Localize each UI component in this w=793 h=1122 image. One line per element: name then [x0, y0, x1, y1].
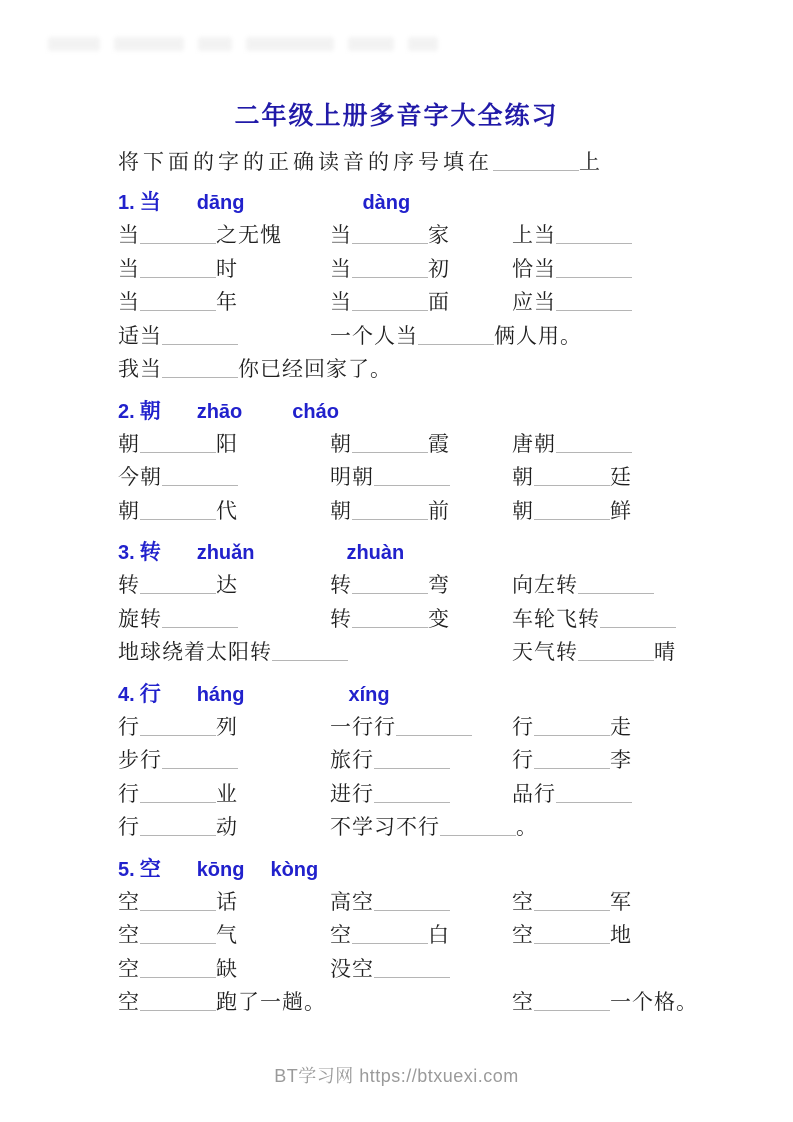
phrase-text: 俩人用。 — [494, 323, 582, 348]
exercise-cell — [512, 428, 675, 458]
exercise-row — [118, 636, 675, 670]
phrase-text: 应当 — [512, 290, 556, 314]
phrase-text: 当 — [330, 290, 352, 314]
exercise-row — [118, 286, 675, 320]
answer-blank — [534, 895, 610, 911]
section-char: 朝 — [139, 399, 161, 423]
phrase-text: 行 — [512, 714, 534, 739]
exercise-row — [118, 744, 675, 778]
exercise-cell — [512, 286, 675, 316]
answer-blank — [162, 470, 238, 486]
phrase-text: 空 — [118, 956, 140, 981]
phrase-text: 步行 — [118, 748, 162, 772]
phrase-text: 空 — [118, 889, 140, 914]
phrase-text: 朝 — [118, 431, 140, 456]
exercise-cell — [512, 919, 675, 949]
phrase-text: 朝 — [118, 498, 140, 523]
pinyin-reading-2: dàng — [362, 192, 411, 214]
exercise-cell — [330, 219, 512, 249]
exercise-cell — [512, 461, 675, 491]
phrase-text: 转 — [330, 606, 352, 631]
exercise-cell — [118, 286, 330, 316]
pinyin-reading-2: zhuàn — [346, 542, 405, 564]
answer-blank — [374, 470, 450, 486]
exercise-cell — [512, 986, 698, 1016]
exercise-row — [118, 778, 675, 812]
phrase-text: 空 — [512, 889, 534, 914]
phrase-text: 鲜 — [610, 498, 632, 523]
phrase-text: 白 — [428, 923, 450, 947]
faint-watermark — [48, 30, 448, 58]
phrase-text: 进行 — [330, 781, 374, 806]
exercise-cell — [330, 711, 512, 741]
phrase-text: 行 — [512, 748, 534, 772]
phrase-text: 朝 — [512, 465, 534, 489]
section-空 — [118, 853, 698, 1020]
answer-blank — [140, 578, 216, 594]
answer-blank — [140, 820, 216, 836]
answer-blank — [162, 362, 238, 378]
phrase-text: 唐朝 — [512, 431, 556, 456]
exercise-row — [118, 320, 675, 354]
answer-blank — [272, 645, 348, 661]
exercise-cell — [118, 953, 330, 983]
exercise-row — [118, 253, 675, 287]
exercise-row — [118, 711, 675, 745]
exercise-cell — [330, 569, 512, 599]
phrase-text: 变 — [428, 606, 450, 631]
exercise-cell — [118, 219, 330, 249]
phrase-text: 面 — [428, 290, 450, 314]
exercise-cell — [512, 495, 675, 525]
exercise-cell — [118, 603, 330, 633]
phrase-text: 不学习不行 — [330, 815, 440, 839]
answer-blank — [140, 295, 216, 311]
answer-blank — [556, 437, 632, 453]
phrase-text: 车轮飞转 — [512, 606, 600, 631]
exercise-cell — [330, 811, 675, 841]
phrase-text: 走 — [610, 714, 632, 739]
section-header — [118, 186, 675, 214]
section-当 — [118, 186, 675, 387]
exercise-cell — [118, 569, 330, 599]
answer-blank — [440, 820, 516, 836]
phrase-text: 晴 — [654, 640, 676, 664]
exercise-cell — [512, 636, 676, 666]
exercise-cell — [512, 711, 675, 741]
answer-blank — [534, 928, 610, 944]
pinyin-reading-2: cháo — [292, 400, 339, 423]
exercise-cell — [118, 495, 330, 525]
exercise-cell — [330, 461, 512, 491]
answer-blank — [534, 504, 610, 520]
phrase-text: 你已经回家了。 — [238, 357, 392, 381]
phrase-text: 弯 — [428, 573, 450, 597]
exercise-cell — [118, 461, 330, 491]
answer-blank — [352, 578, 428, 594]
instruction-prefix: 将下面的字的正确读音的序号填在 — [118, 150, 493, 174]
exercise-cell — [512, 886, 675, 916]
answer-blank — [534, 470, 610, 486]
pinyin-reading-2: kòng — [270, 858, 319, 881]
section-header — [118, 536, 675, 564]
answer-blank — [140, 720, 216, 736]
phrase-text: 当 — [330, 256, 352, 281]
answer-blank — [140, 228, 216, 244]
answer-blank — [534, 720, 610, 736]
exercise-cell — [118, 811, 330, 841]
section-转 — [118, 536, 675, 670]
phrase-text: 一行行 — [330, 714, 396, 739]
exercise-row — [118, 886, 675, 920]
exercise-cell — [118, 919, 330, 949]
answer-blank — [140, 437, 216, 453]
phrase-text: 当 — [118, 256, 140, 281]
answer-blank — [374, 787, 450, 803]
exercise-cell — [512, 253, 675, 283]
answer-blank — [578, 578, 654, 594]
section-header — [118, 678, 675, 706]
answer-blank — [556, 295, 632, 311]
answer-blank — [140, 928, 216, 944]
phrase-text: 行 — [118, 781, 140, 806]
phrase-text: 达 — [216, 573, 238, 597]
phrase-text: 行 — [118, 815, 140, 839]
exercise-cell — [512, 744, 675, 774]
exercise-sections — [118, 186, 698, 1020]
phrase-text: 空 — [118, 923, 140, 947]
exercise-cell — [330, 919, 512, 949]
exercise-cell — [118, 636, 512, 666]
phrase-text: 高空 — [330, 889, 374, 914]
exercise-cell — [330, 428, 512, 458]
exercise-cell — [330, 744, 512, 774]
phrase-text: 动 — [216, 815, 238, 839]
exercise-row — [118, 919, 675, 953]
section-number: 4. — [118, 683, 135, 706]
phrase-text: 明朝 — [330, 465, 374, 489]
phrase-text: 。 — [516, 815, 538, 839]
exercise-row — [118, 353, 675, 387]
answer-blank — [352, 928, 428, 944]
answer-blank — [534, 995, 610, 1011]
exercise-cell — [330, 886, 512, 916]
exercise-cell — [330, 286, 512, 316]
exercise-row — [118, 603, 675, 637]
exercise-row — [118, 219, 675, 253]
answer-blank — [352, 612, 428, 628]
phrase-text: 朝 — [512, 498, 534, 523]
phrase-text: 我当 — [118, 357, 162, 381]
phrase-text: 话 — [216, 889, 238, 914]
section-header — [118, 395, 675, 423]
answer-blank — [374, 753, 450, 769]
phrase-text: 旋转 — [118, 606, 162, 631]
phrase-text: 没空 — [330, 956, 374, 981]
instruction-suffix: 上 — [579, 150, 604, 174]
phrase-text: 当 — [118, 223, 140, 247]
answer-blank — [534, 753, 610, 769]
phrase-text: 空 — [512, 923, 534, 947]
exercise-cell — [118, 711, 330, 741]
exercise-row — [118, 811, 675, 845]
answer-blank — [352, 228, 428, 244]
exercise-cell — [118, 353, 675, 383]
phrase-text: 一个格。 — [610, 990, 698, 1014]
phrase-text: 品行 — [512, 781, 556, 806]
answer-blank — [352, 437, 428, 453]
pinyin-reading-2: xíng — [348, 683, 390, 706]
phrase-text: 空 — [512, 990, 534, 1014]
exercise-cell — [330, 603, 512, 633]
phrase-text: 适当 — [118, 323, 162, 348]
phrase-text: 当 — [118, 290, 140, 314]
answer-blank — [556, 262, 632, 278]
phrase-text: 朝 — [330, 431, 352, 456]
exercise-cell — [118, 744, 330, 774]
phrase-text: 地球绕着太阳转 — [118, 640, 272, 664]
phrase-text: 跑了一趟。 — [216, 990, 326, 1014]
exercise-row — [118, 569, 675, 603]
pinyin-reading-1: zhuǎn — [196, 542, 255, 564]
phrase-text: 列 — [216, 714, 238, 739]
section-char: 转 — [139, 541, 161, 564]
exercise-cell — [512, 603, 676, 633]
section-number: 2. — [118, 400, 135, 423]
section-char: 行 — [139, 682, 161, 706]
section-行 — [118, 678, 675, 845]
exercise-cell — [512, 778, 675, 808]
exercise-cell — [330, 253, 512, 283]
section-char: 当 — [139, 191, 161, 214]
exercise-cell — [118, 253, 330, 283]
exercise-cell — [118, 886, 330, 916]
section-number: 1. — [118, 192, 135, 214]
answer-blank — [162, 753, 238, 769]
phrase-text: 空 — [330, 923, 352, 947]
answer-blank — [556, 228, 632, 244]
section-朝 — [118, 395, 675, 529]
phrase-text: 年 — [216, 290, 238, 314]
answer-blank — [140, 895, 216, 911]
answer-blank — [352, 295, 428, 311]
instruction-blank — [493, 155, 579, 171]
phrase-text: 朝 — [330, 498, 352, 523]
phrase-text: 业 — [216, 781, 238, 806]
answer-blank — [374, 895, 450, 911]
exercise-row — [118, 495, 675, 529]
answer-blank — [396, 720, 472, 736]
section-number: 3. — [118, 542, 135, 564]
answer-blank — [140, 504, 216, 520]
answer-blank — [162, 612, 238, 628]
exercise-row — [118, 986, 698, 1020]
page-title: 二年级上册多音字大全练习 — [234, 103, 559, 130]
exercise-cell — [330, 778, 512, 808]
exercise-row — [118, 428, 675, 462]
exercise-cell — [118, 986, 512, 1016]
phrase-text: 初 — [428, 256, 450, 281]
answer-blank — [578, 645, 654, 661]
answer-blank — [374, 962, 450, 978]
exercise-cell — [330, 953, 675, 983]
exercise-cell — [118, 778, 330, 808]
phrase-text: 家 — [428, 223, 450, 247]
pinyin-reading-1: dāng — [196, 192, 245, 214]
exercise-row — [118, 953, 675, 987]
answer-blank — [352, 262, 428, 278]
answer-blank — [162, 329, 238, 345]
phrase-text: 向左转 — [512, 573, 578, 597]
phrase-text: 恰当 — [512, 256, 556, 281]
answer-blank — [556, 787, 632, 803]
phrase-text: 地 — [610, 923, 632, 947]
phrase-text: 之无愧 — [216, 223, 282, 247]
answer-blank — [418, 329, 494, 345]
section-char: 空 — [139, 857, 161, 881]
phrase-text: 旅行 — [330, 748, 374, 772]
pinyin-reading-1: kōng — [196, 858, 245, 881]
phrase-text: 军 — [610, 889, 632, 914]
pinyin-reading-1: háng — [196, 683, 245, 706]
phrase-text: 一个人当 — [330, 323, 418, 348]
answer-blank — [140, 995, 216, 1011]
pinyin-reading-1: zhāo — [196, 400, 243, 423]
exercise-cell — [512, 219, 675, 249]
answer-blank — [140, 262, 216, 278]
exercise-cell — [118, 320, 330, 350]
phrase-text: 阳 — [216, 431, 238, 456]
answer-blank — [140, 962, 216, 978]
phrase-text: 时 — [216, 256, 238, 281]
phrase-text: 李 — [610, 748, 632, 772]
phrase-text: 霞 — [428, 431, 450, 456]
answer-blank — [352, 504, 428, 520]
phrase-text: 当 — [330, 223, 352, 247]
phrase-text: 天气转 — [512, 640, 578, 664]
exercise-cell — [118, 428, 330, 458]
exercise-cell — [330, 495, 512, 525]
phrase-text: 缺 — [216, 956, 238, 981]
answer-blank — [600, 612, 676, 628]
phrase-text: 空 — [118, 990, 140, 1014]
instruction-text — [118, 146, 793, 176]
phrase-text: 上当 — [512, 223, 556, 247]
exercise-cell — [512, 569, 675, 599]
exercise-row — [118, 461, 675, 495]
phrase-text: 廷 — [610, 465, 632, 489]
section-number: 5. — [118, 858, 135, 881]
exercise-cell — [330, 320, 675, 350]
phrase-text: 前 — [428, 498, 450, 523]
footer-credit: BT学习网 https://btxuexi.com — [274, 1066, 519, 1086]
phrase-text: 今朝 — [118, 465, 162, 489]
phrase-text: 气 — [216, 923, 238, 947]
phrase-text: 行 — [118, 714, 140, 739]
answer-blank — [140, 787, 216, 803]
section-header — [118, 853, 675, 881]
phrase-text: 代 — [216, 498, 238, 523]
phrase-text: 转 — [118, 573, 140, 597]
phrase-text: 转 — [330, 573, 352, 597]
